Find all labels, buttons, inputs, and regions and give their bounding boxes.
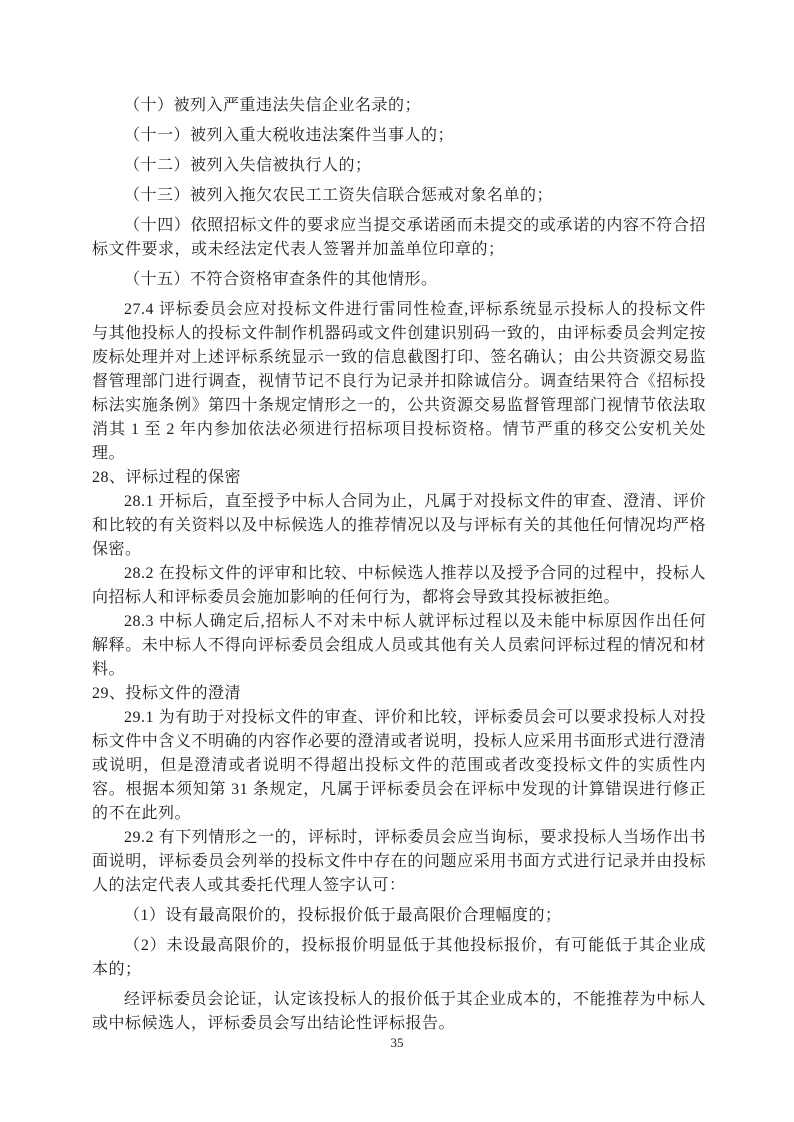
section-heading-28: 28、评标过程的保密 xyxy=(92,469,242,486)
clause-item-11: （十一）被列入重大税收违法案件当事人的； xyxy=(124,127,455,144)
clause-item-13: （十三）被列入拖欠农民工工资失信联合惩戒对象名单的； xyxy=(124,187,554,204)
clause-item-10: （十）被列入严重违法失信企业名录的； xyxy=(124,97,422,114)
page-number: 35 xyxy=(390,1035,404,1050)
clause-item-15: （十五）不符合资格审查条件的其他情形。 xyxy=(124,271,438,288)
clause-29-1: 29.1 为有助于对投标文件的审查、评价和比较，评标委员会可以要求投标人对投标文件中含义不明确的内容作必要的澄清或者说明，投标人应采用书面形式进行澄清或说明，但是澄清或者说明不得超出投标文件的范围或者改变投标文件的实质性内容。根据本须知第 31 条规定，凡属于评标委员会在评标中发现的计算错误进行修正的不在此列。 xyxy=(92,709,706,822)
clause-27-4: 27.4 评标委员会应对投标文件进行雷同性检查,评标系统显示投标人的投标文件与其他投标人的投标文件制作机器码或文件创建识别码一致的，由评标委员会判定按废标处理并对上述评标系统显示一致的信息截图打印、签名确认；由公共资源交易监督管理部门进行调查，视情节记不良行为记录并扣除诚信分。调查结果符合《招标投标法实施条例》第四十条规定情形之一的，公共资源交易监督管理部门视情节依法取消其 1 至 2 年内参加依法必须进行招标项目投标资格。情节严重的移交公安机关处理。 xyxy=(92,301,706,462)
clause-item-14: （十四）依照招标文件的要求应当提交承诺函而未提交的或承诺的内容不符合招标文件要求，或未经法定代表人签署并加盖单位印章的； xyxy=(92,217,706,258)
closing-paragraph: 经评标委员会论证，认定该投标人的报价低于其企业成本的，不能推荐为中标人或中标候选人，评标委员会写出结论性评标报告。 xyxy=(92,991,706,1032)
clause-item-12: （十二）被列入失信被执行人的； xyxy=(124,157,372,174)
section-heading-29: 29、投标文件的澄清 xyxy=(92,685,242,702)
clause-29-2: 29.2 有下列情形之一的，评标时，评标委员会应当询标，要求投标人当场作出书面说明，评标委员会列举的投标文件中存在的问题应采用书面方式进行记录并由投标人的法定代表人或其委托代理人签字认可： xyxy=(92,829,706,894)
clause-28-1: 28.1 开标后，直至授予中标人合同为止，凡属于对投标文件的审查、澄清、评价和比较的有关资料以及中标候选人的推荐情况以及与评标有关的其他任何情况均严格保密。 xyxy=(92,493,706,558)
subclause-2: （2）未设最高限价的，投标报价明显低于其他投标报价，有可能低于其企业成本的； xyxy=(92,937,706,978)
clause-28-2: 28.2 在投标文件的评审和比较、中标候选人推荐以及授予合同的过程中，投标人向招标人和评标委员会施加影响的任何行为，都将会导致其投标被拒绝。 xyxy=(92,565,706,606)
page-footer xyxy=(0,1034,794,1052)
document-body xyxy=(92,88,706,1036)
clause-28-3: 28.3 中标人确定后,招标人不对未中标人就评标过程以及未能中标原因作出任何解释。未中标人不得向评标委员会组成人员或其他有关人员索问评标过程的情况和材料。 xyxy=(92,613,706,678)
subclause-1: （1）设有最高限价的，投标报价低于最高限价合理幅度的； xyxy=(124,907,562,924)
